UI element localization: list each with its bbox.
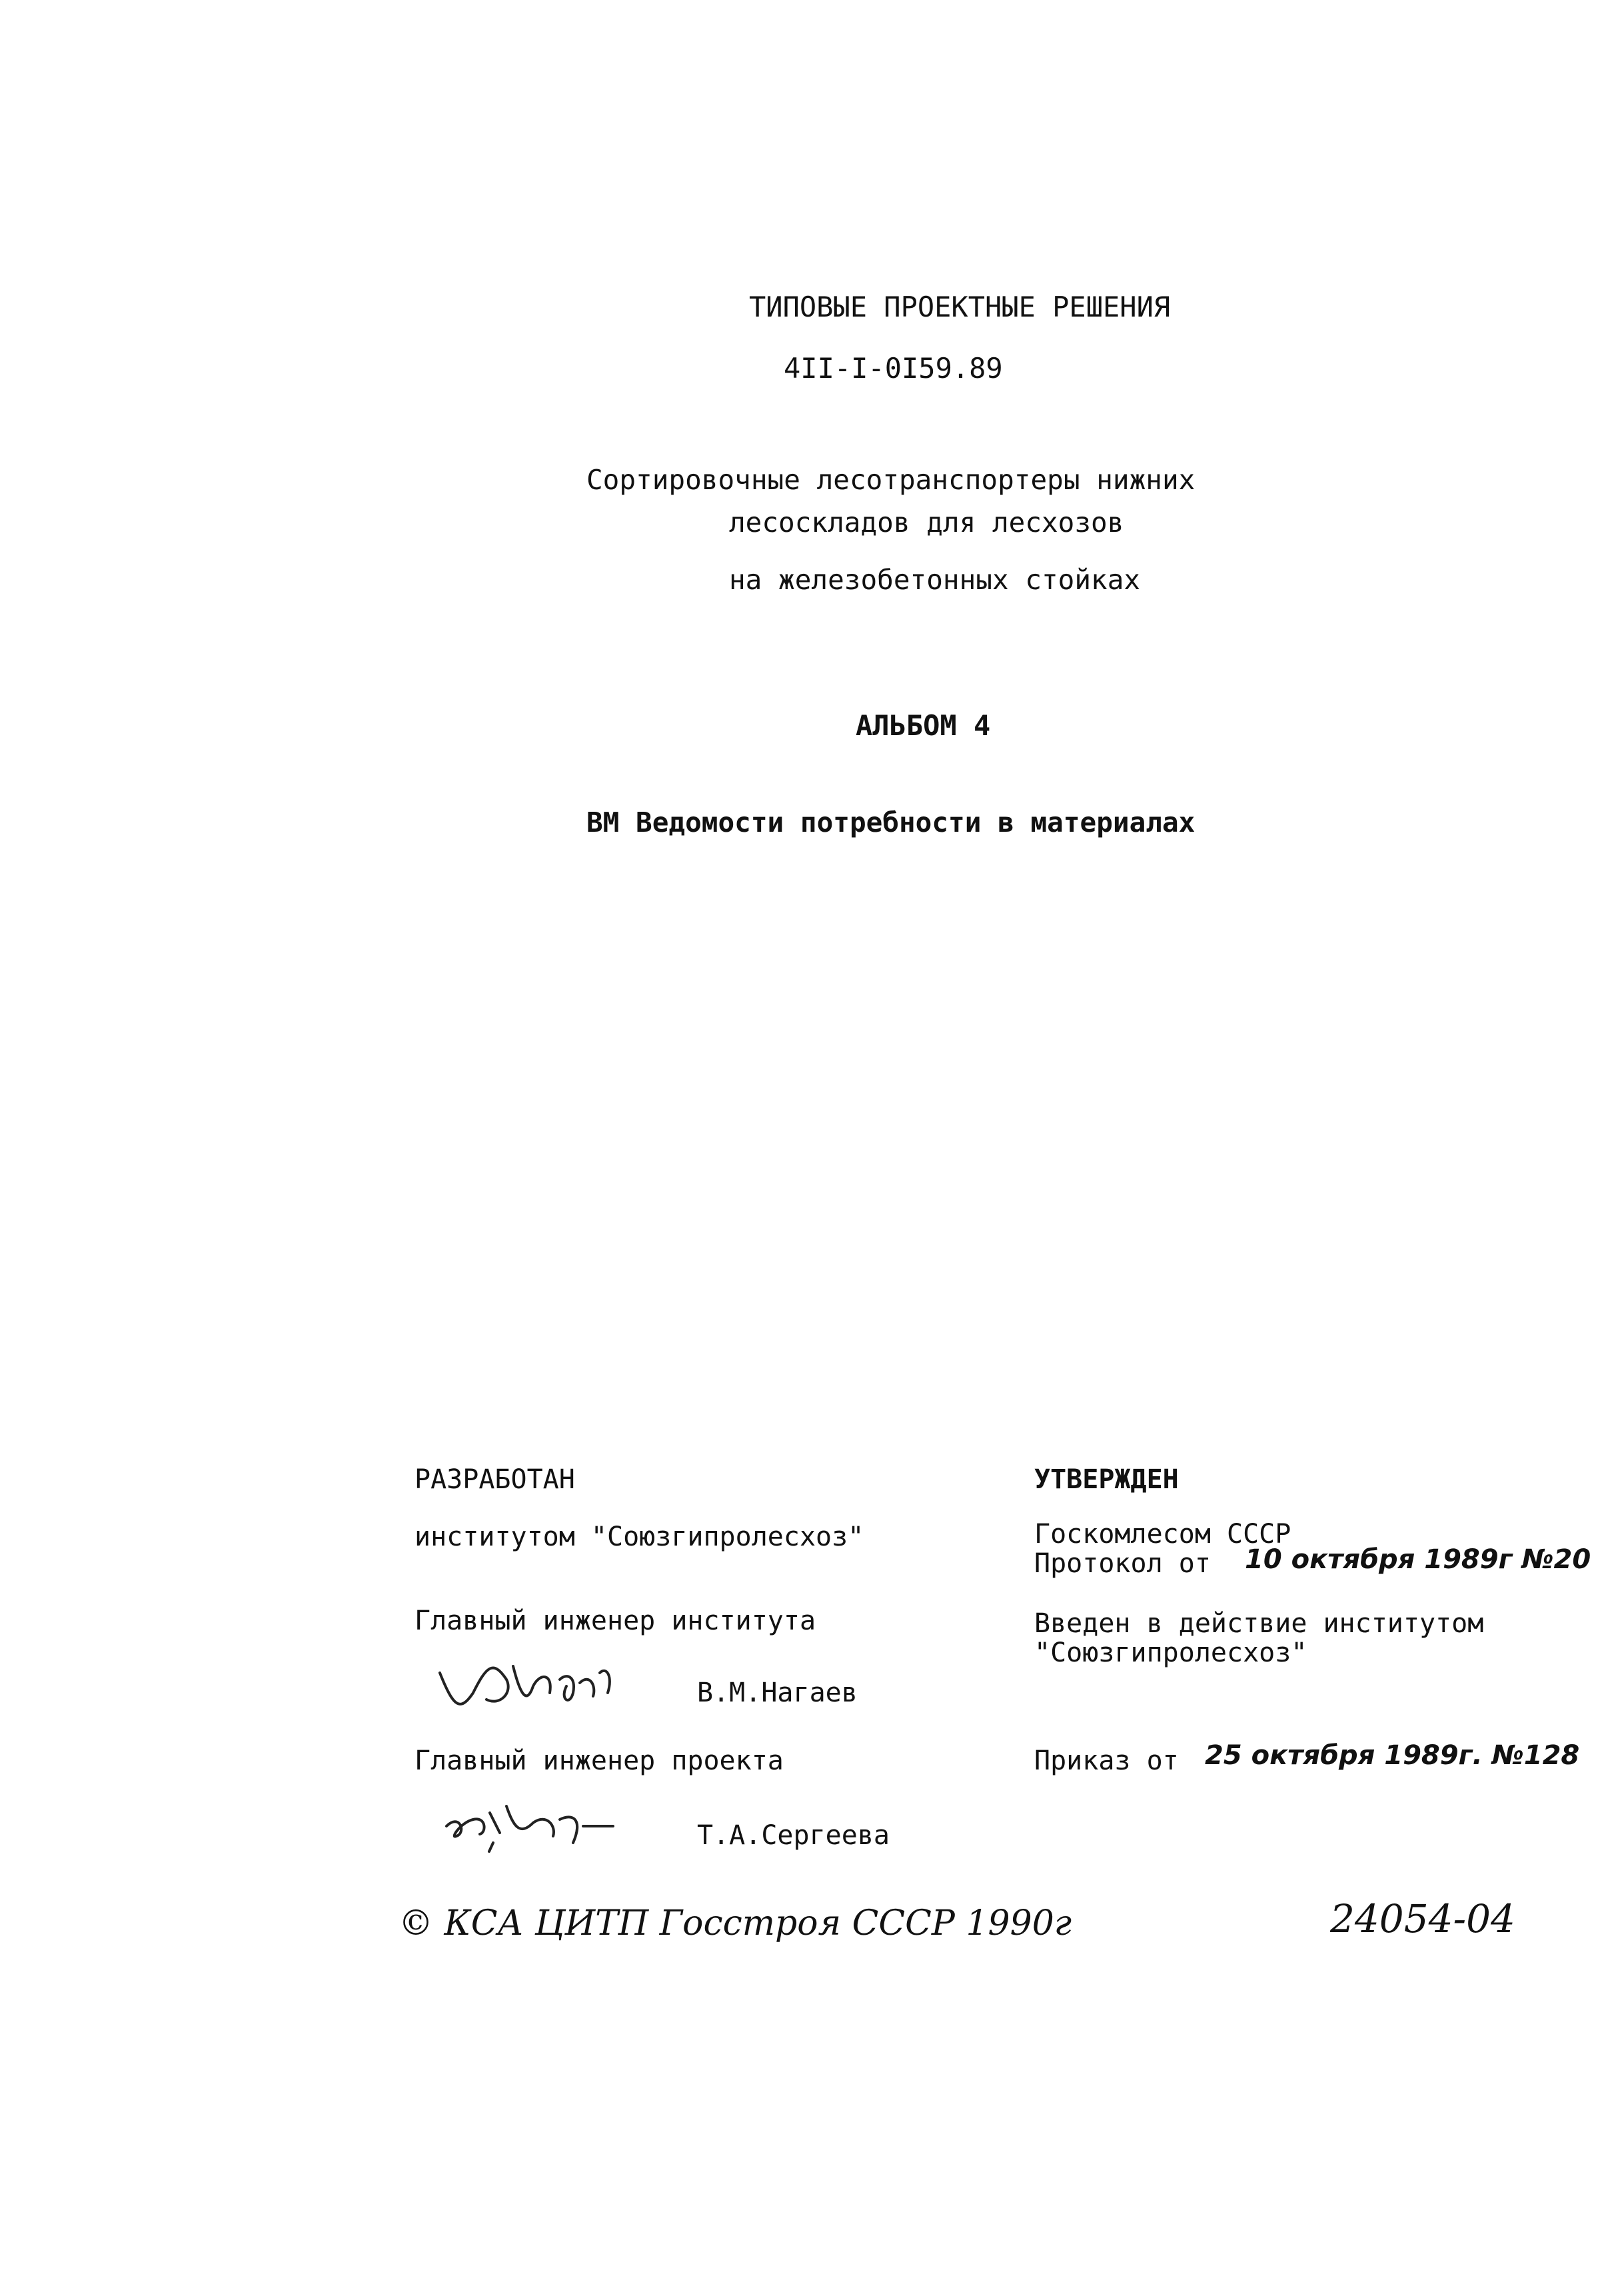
order-printed: Приказ от — [1034, 1745, 1179, 1776]
order-handwritten: 25 октября 1989г. №128 — [1205, 1740, 1580, 1771]
developed-heading: РАЗРАБОТАН — [414, 1464, 575, 1495]
chief-engineer-project-role: Главный инженер проекта — [414, 1745, 784, 1776]
protocol-handwritten: 10 октября 1989г №20 — [1245, 1544, 1591, 1575]
protocol-printed: Протокол от — [1034, 1548, 1211, 1579]
title-line-1: Сортировочные лесотранспортеры нижних — [586, 464, 1196, 496]
chief-engineer-institute-role: Главный инженер института — [414, 1606, 816, 1636]
introduced-line-1: Введен в действие институтом — [1034, 1608, 1484, 1639]
introduced-line-2: "Союзгипролесхоз" — [1034, 1638, 1307, 1668]
signature-sergeeva — [440, 1786, 640, 1853]
project-code: 4II-I-0I59.89 — [784, 352, 1003, 385]
approved-by: Госкомлесом СССР — [1034, 1519, 1291, 1550]
document-number: 24054-04 — [1330, 1896, 1515, 1941]
album-subtitle: ВМ Ведомости потребности в материалах — [586, 806, 1196, 838]
chief-engineer-institute-name: В.М.Нагаев — [697, 1678, 858, 1708]
signature-nagaev — [433, 1646, 646, 1720]
chief-engineer-project-name: Т.А.Сергеева — [697, 1820, 890, 1851]
developed-by: институтом "Союзгипролесхоз" — [414, 1522, 864, 1552]
approved-heading: УТВЕРЖДЕН — [1034, 1464, 1179, 1495]
title-line-2: лесоскладов для лесхозов — [729, 507, 1124, 539]
copyright-stamp: © КСА ЦИТП Госстроя СССР 1990г — [399, 1903, 1072, 1943]
title-line-3: на железобетонных стойках — [729, 564, 1141, 596]
album-label: АЛЬБОМ 4 — [856, 709, 991, 742]
series-title: ТИПОВЫЕ ПРОЕКТНЫЕ РЕШЕНИЯ — [749, 291, 1171, 323]
